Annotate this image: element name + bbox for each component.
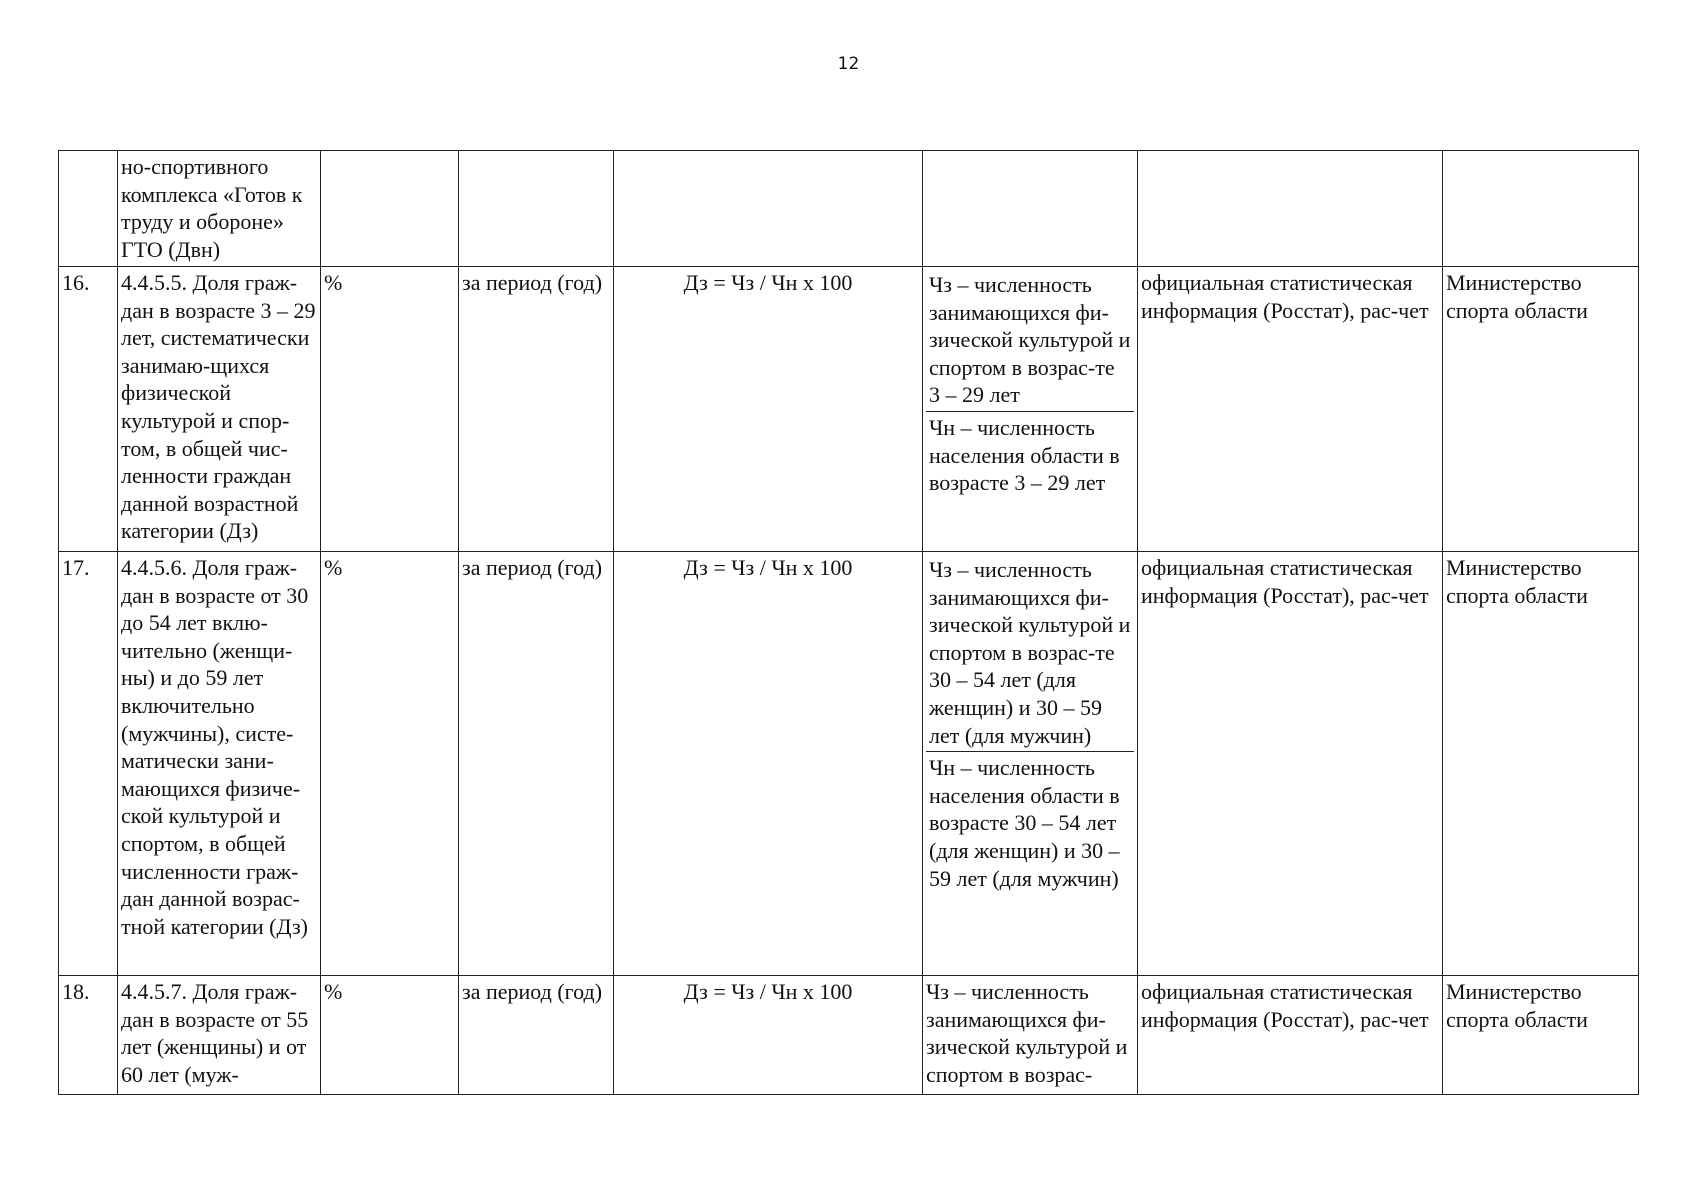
variable-n-description: Чн – численность населения области в возрасте 3 – 29 лет [929, 414, 1120, 496]
cell-responsible: Министерство спорта области [1443, 976, 1639, 1095]
cell-num: 16. [59, 267, 118, 552]
cell-unit: % [321, 267, 459, 552]
cell-variables [923, 267, 1138, 552]
table-row [59, 552, 1639, 976]
cell-num [59, 151, 118, 267]
cell-num: 18. [59, 976, 118, 1095]
cell-indicator: 4.4.5.7. Доля граж-дан в возрасте от 55 лет (женщины) и от 60 лет (муж- [118, 976, 321, 1095]
cell-responsible [1443, 151, 1639, 267]
cell-variables [923, 151, 1138, 267]
cell-source [1138, 151, 1443, 267]
cell-responsible: Министерство спорта области [1443, 552, 1639, 976]
table-row [59, 267, 1639, 552]
cell-unit: % [321, 552, 459, 976]
cell-period: за период (год) [459, 267, 614, 552]
cell-formula: Дз = Чз / Чн х 100 [614, 976, 923, 1095]
cell-indicator: 4.4.5.5. Доля граж-дан в возрасте 3 – 29 лет, систематически занимаю-щихся физической культурой и спор-том, в общей чис-ленности граждан данной возрастной категории (Дз) [118, 267, 321, 552]
variable-z-description: Чз – численность занимающихся фи-зической культурой и спортом в возрас-те 3 – 29 лет [926, 269, 1134, 412]
cell-formula: Дз = Чз / Чн х 100 [614, 552, 923, 976]
cell-formula [614, 151, 923, 267]
cell-variables: Чз – численность занимающихся фи-зической культурой и спортом в возрас- [923, 976, 1138, 1095]
page-number: 12 [837, 54, 860, 74]
cell-formula: Дз = Чз / Чн х 100 [614, 267, 923, 552]
cell-num: 17. [59, 552, 118, 976]
cell-responsible: Министерство спорта области [1443, 267, 1639, 552]
cell-unit [321, 151, 459, 267]
cell-source: официальная статистическая информация (Росстат), рас-чет [1138, 267, 1443, 552]
table-row [59, 976, 1639, 1095]
variable-z-description: Чз – численность занимающихся фи-зической культурой и спортом в возрас-те 30 – 54 лет (для женщин) и 30 – 59 лет (для мужчин) [926, 554, 1134, 752]
cell-variables [923, 552, 1138, 976]
cell-indicator: но-спортивного комплекса «Готов к труду и обороне» ГТО (Двн) [118, 151, 321, 267]
table-row-continuation [59, 151, 1639, 267]
cell-indicator: 4.4.5.6. Доля граж-дан в возрасте от 30 до 54 лет вклю-чительно (женщи-ны) и до 59 лет включительно (мужчины), систе-матически зани-мающихся физиче-ской культурой и спортом, в общей численности граж-дан данной возрас-тной категории (Дз) [118, 552, 321, 976]
cell-period: за период (год) [459, 976, 614, 1095]
variable-n-description: Чн – численность населения области в возрасте 30 – 54 лет (для женщин) и 30 – 59 лет (для мужчин) [929, 755, 1120, 891]
indicators-table [58, 150, 1639, 1095]
cell-source: официальная статистическая информация (Росстат), рас-чет [1138, 552, 1443, 976]
cell-source: официальная статистическая информация (Росстат), рас-чет [1138, 976, 1443, 1095]
cell-unit: % [321, 976, 459, 1095]
cell-period [459, 151, 614, 267]
cell-period: за период (год) [459, 552, 614, 976]
